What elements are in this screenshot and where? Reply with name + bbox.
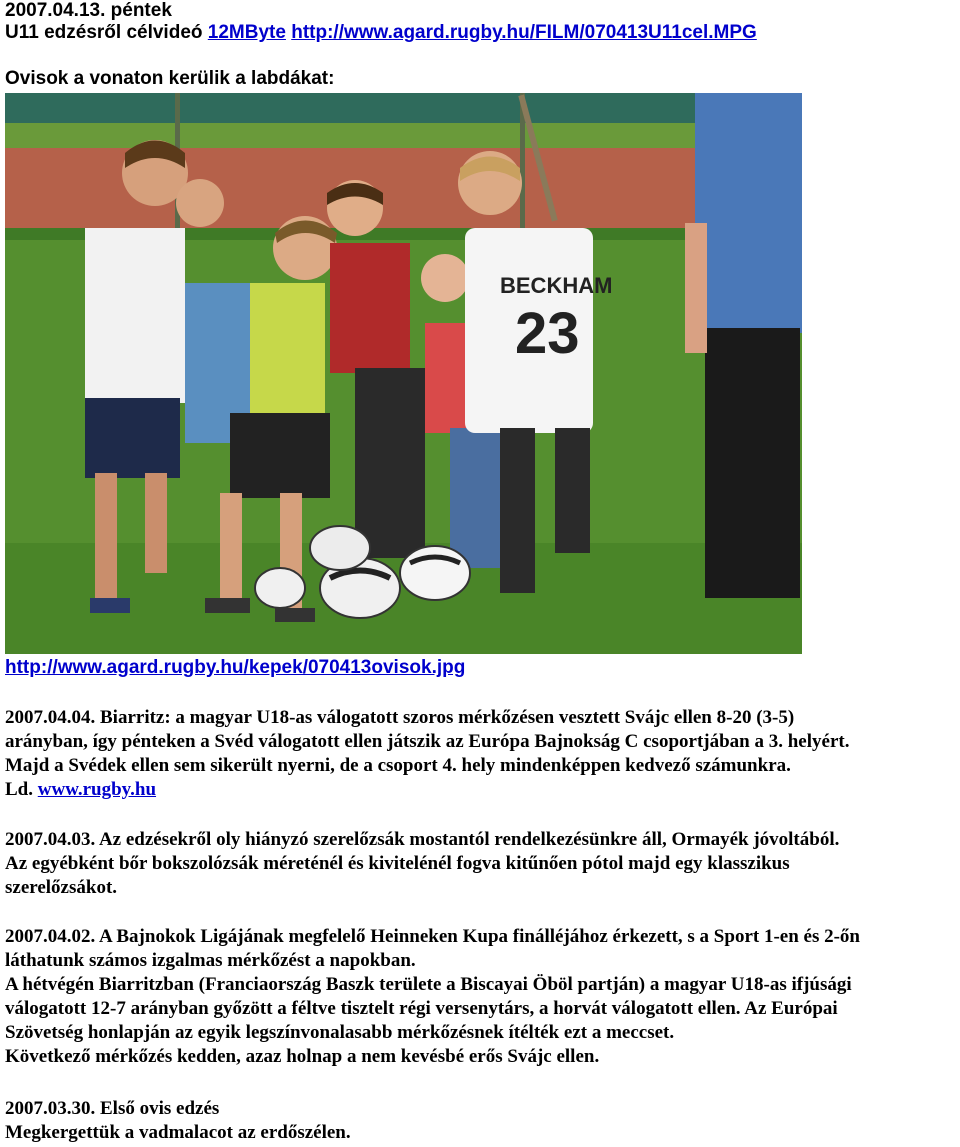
news-line: válogatott 12-7 arányban győzött a féltve tisztelt régi versenytárs, a horvát válogatott ellen. Az Európai (5, 998, 838, 1019)
jersey-name: BECKHAM (500, 273, 613, 298)
news-item-20070402 (5, 925, 956, 1069)
rugby-hu-link[interactable]: www.rugby.hu (37, 779, 157, 800)
news-line: láthatunk számos izgalmas mérkőzést a napokban. (5, 950, 416, 971)
video-line (5, 22, 956, 44)
news-line: Az egyébként bőr bokszolózsák méreténél és kivitelénél fogva kitűnően pótol majd egy klasszikus (5, 853, 790, 874)
news-line: 2007.03.30. Első ovis edzés (5, 1098, 220, 1119)
jersey-number: 23 (515, 301, 580, 366)
children-photo (5, 93, 802, 654)
news-line: 2007.04.04. Biarritz: a magyar U18-as válogatott szoros mérkőzésen vesztett Svájc ellen 8-20 (3-5) (5, 707, 795, 728)
news-line: Szövetség honlapján az egyik legszínvonalasabb mérkőzésnek ítélték ezt a meccset. (5, 1022, 675, 1043)
video-url-link[interactable]: http://www.agard.rugby.hu/FILM/070413U11cel.MPG (291, 22, 757, 43)
news-line: Következő mérkőzés kedden, azaz holnap a nem kevésbé erős Svájc ellen. (5, 1046, 600, 1067)
link-prefix: Ld. (5, 779, 33, 800)
news-line: Majd a Svédek ellen sem sikerült nyerni, de a csoport 4. hely mindenképpen kedvező számunkra. (5, 755, 791, 776)
news-line: 2007.04.02. A Bajnokok Ligájának megfelelő Heinneken Kupa finálléjához érkezett, s a Sport 1-en és 2-őn (5, 926, 860, 947)
photo-caption: Ovisok a vonaton kerülik a labdákat: (5, 68, 335, 89)
news-line: arányban, így pénteken a Svéd válogatott ellen játszik az Európa Bajnokság C csoportjában a 3. helyért. (5, 731, 850, 752)
news-line: 2007.04.03. Az edzésekről oly hiányzó szerelőzsák mostantól rendelkezésünkre áll, Ormayék jóvoltából. (5, 829, 840, 850)
video-prefix: U11 edzésről célvideó (5, 22, 203, 43)
news-link-line (5, 778, 956, 802)
photo-link[interactable]: http://www.agard.rugby.hu/kepek/070413ovisok.jpg (5, 657, 466, 678)
news-item-20070404 (5, 706, 956, 802)
news-item-20070330 (5, 1097, 956, 1145)
photo-link-line (5, 657, 956, 679)
news-line: A hétvégén Biarritzban (Franciaország Baszk területe a Biscayai Öböl partján) a magyar U18-as ifjúsági (5, 974, 852, 995)
news-line: Megkergettük a vadmalacot az erdőszélen. (5, 1122, 351, 1143)
news-item-20070403 (5, 828, 956, 900)
video-size-link[interactable]: 12MByte (207, 22, 286, 43)
header-date: 2007.04.13. péntek (5, 0, 172, 21)
news-line: szerelőzsákot. (5, 877, 118, 898)
